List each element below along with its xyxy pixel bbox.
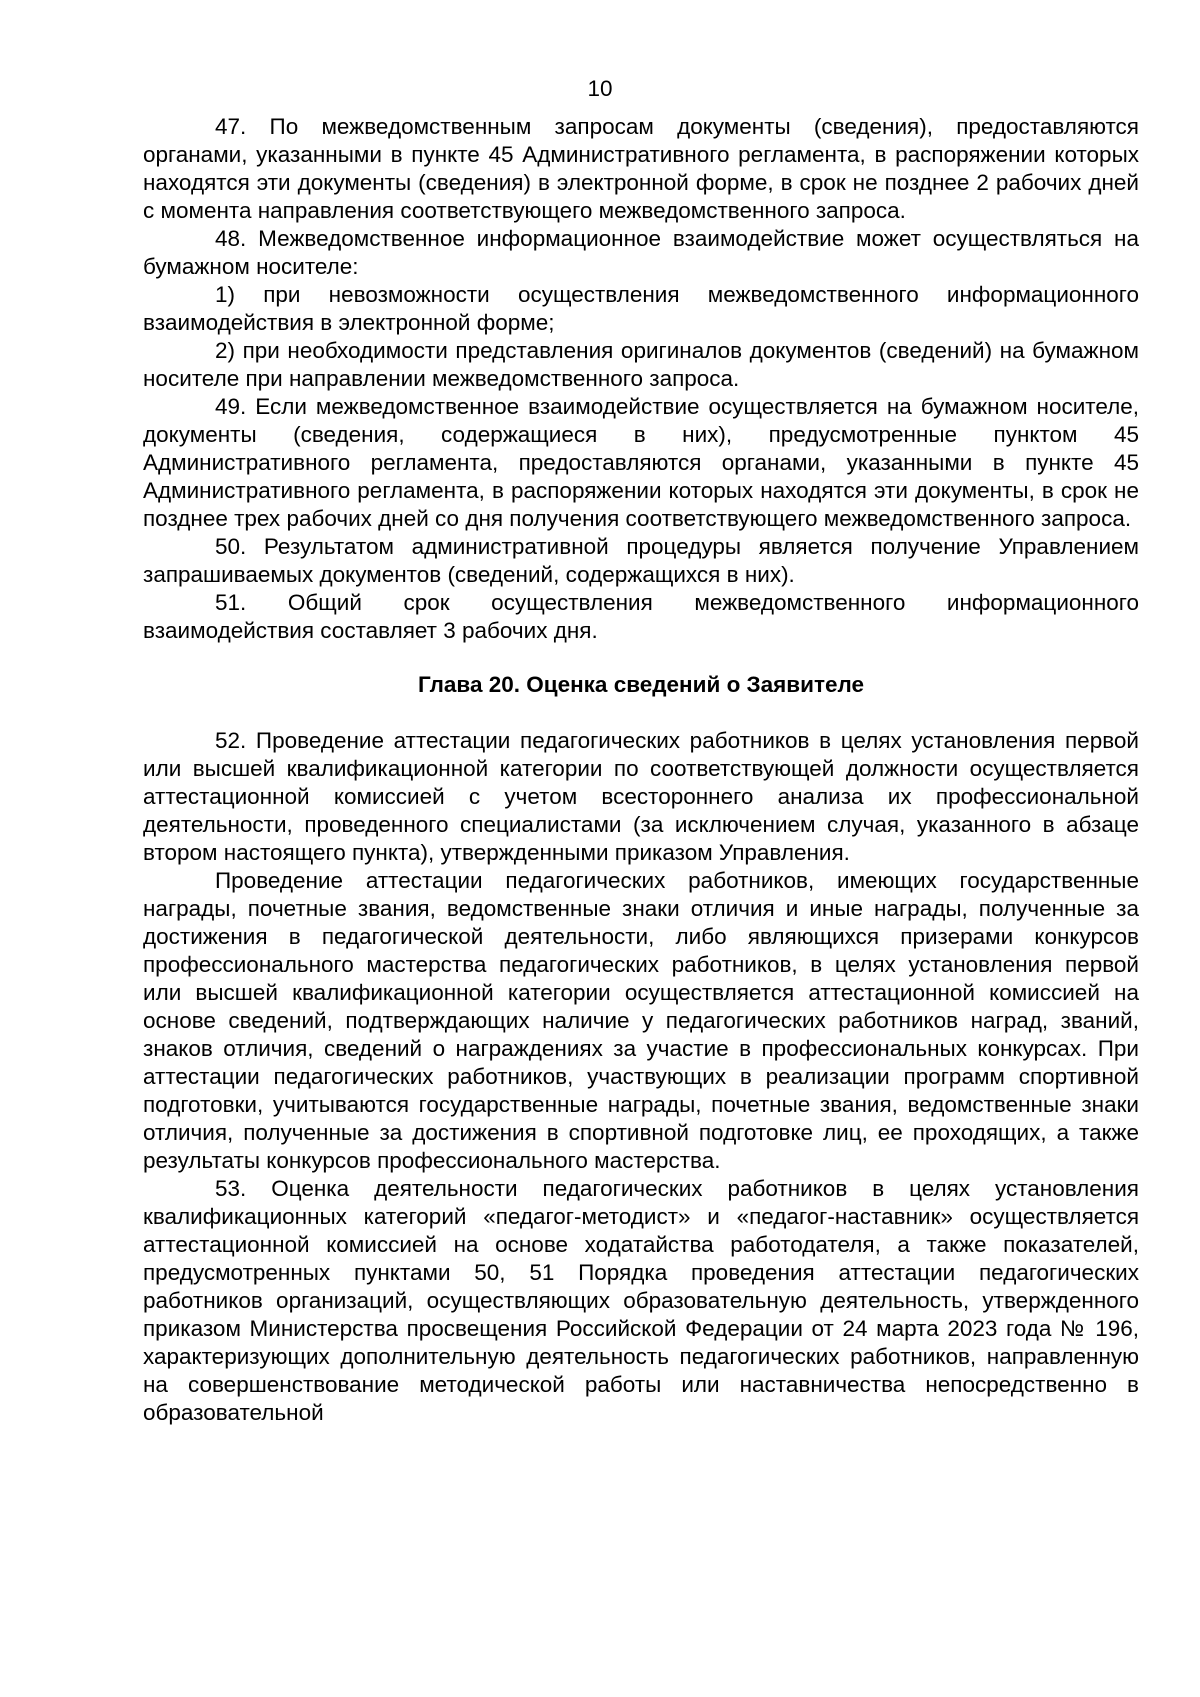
paragraph-47: 47. По межведомственным запросам документы (сведения), предоставляются органами, указанными в пункте 45 Административного регламента, в распоряжении которых находятся эти документы (сведения) в электронной форме, в срок не позднее 2 рабочих дней с момента направления соответствующего межведомственного запроса. bbox=[143, 114, 1139, 223]
page-number: 10 bbox=[587, 76, 613, 101]
paragraph-51: 51. Общий срок осуществления межведомственного информационного взаимодействия составляет 3 рабочих дня. bbox=[143, 590, 1139, 643]
paragraph-53: 53. Оценка деятельности педагогических работников в целях установления квалификационных категорий «педагог-методист» и «педагог-наставник» осуществляется аттестационной комиссией на основе ходатайства работодателя, а также показателей, предусмотренных пунктами 50, 51 Порядка проведения аттестации педагогических работников организаций, осуществляющих образовательную деятельность, утвержденного приказом Министерства просвещения Российской Федерации от 24 марта 2023 года № 196, характеризующих дополнительную деятельность педагогических работников, направленную на совершенствование методической работы или наставничества непосредственно в образовательной bbox=[143, 1176, 1139, 1425]
paragraph-52-part-2: Проведение аттестации педагогических работников, имеющих государственные награды, почетные звания, ведомственные знаки отличия и иные награды, полученные за достижения в педагогической деятельности, либо являющихся призерами конкурсов профессионального мастерства педагогических работников, в целях установления первой или высшей квалификационной категории осуществляется аттестационной комиссией на основе сведений, подтверждающих наличие у педагогических работников наград, званий, знаков отличия, сведений о награждениях за участие в профессиональных конкурсах. При аттестации педагогических работников, участвующих в реализации программ спортивной подготовки, учитываются государственные награды, почетные звания, ведомственные знаки отличия, полученные за достижения в спортивной подготовке лиц, ее проходящих, а также результаты конкурсов профессионального мастерства. bbox=[143, 868, 1139, 1173]
paragraph-48: 48. Межведомственное информационное взаимодействие может осуществляться на бумажном носителе: bbox=[143, 226, 1139, 279]
paragraph-50: 50. Результатом административной процедуры является получение Управлением запрашиваемых документов (сведений, содержащихся в них). bbox=[143, 534, 1139, 587]
paragraph-48-item-2: 2) при необходимости представления оригиналов документов (сведений) на бумажном носителе при направлении межведомственного запроса. bbox=[143, 338, 1139, 391]
paragraph-48-item-1: 1) при невозможности осуществления межведомственного информационного взаимодействия в электронной форме; bbox=[143, 282, 1139, 335]
document-body bbox=[143, 113, 1139, 1427]
paragraph-52: 52. Проведение аттестации педагогических работников в целях установления первой или высшей квалификационной категории по соответствующей должности осуществляется аттестационной комиссией с учетом всестороннего анализа их профессиональной деятельности, проведенного специалистами (за исключением случая, указанного в абзаце втором настоящего пункта), утвержденными приказом Управления. bbox=[143, 728, 1139, 865]
chapter-title: Глава 20. Оценка сведений о Заявителе bbox=[417, 672, 865, 697]
paragraph-49: 49. Если межведомственное взаимодействие осуществляется на бумажном носителе, документы (сведения, содержащиеся в них), предусмотренные пунктом 45 Административного регламента, предоставляются органами, указанными в пункте 45 Административного регламента, в распоряжении которых находятся эти документы, в срок не позднее трех рабочих дней со дня получения соответствующего межведомственного запроса. bbox=[143, 394, 1139, 531]
